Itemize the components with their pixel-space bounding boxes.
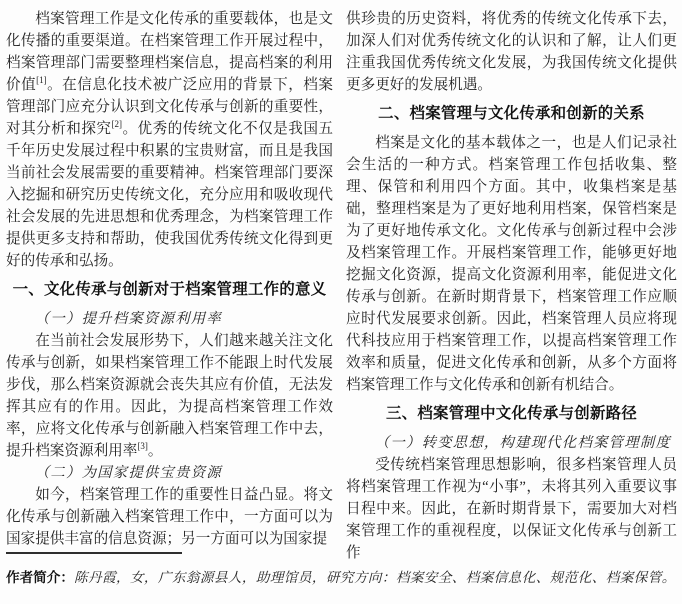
author-bio-value: 陈丹霞，女，广东翁源县人，助理馆员，研究方向：档案安全、档案信息化、规范化、档案保管。 [73,570,676,585]
subsection-heading-1-2: （二）为国家提供宝贵资源 [34,465,222,481]
left-column [6,8,333,564]
paragraph-text: 。在信息化技术被广泛应用的背景下，档案管理部门应充分认识到文化传承与创新的重要性，对其分析和探究 [6,77,333,137]
body-paragraph [6,330,333,462]
author-bio-text [6,569,677,587]
paragraph-text: 。 [147,443,163,459]
intro-paragraph [6,8,333,272]
body-paragraph: 档案是文化的基本载体之一，也是人们记录社会生活的一种方式。档案管理工作包括收集、整理、保管和利用四个方面。其中，收集档案是基础，整理档案是为了更好地利用档案，保管档案是为了更好地传承文化。文化传承与创新过程中会涉及档案管理工作。开展档案管理工作，能够更好地挖掘文化资源，提高文化资源利用率，能促进文化传承与创新。在新时期背景下，档案管理工作应顺应时代发展要求创新。因此，档案管理人员应将现代科技应用于档案管理工作，以提高档案管理工作效率和质量，促进文化传承和创新，从多个方面将档案管理工作与文化传承和创新有机结合。 [346,135,677,393]
paragraph-text: 在当前社会发展形势下，人们越来越关注文化传承与创新，如果档案管理工作不能跟上时代发展步伐，那么档案资源就会丧失其应有价值，无法发挥其应有的作用。因此，为提高档案管理工作效率，应将文化传承与创新融入档案管理工作中去，提升档案资源利用率 [6,333,333,459]
citation-ref-3: [3] [137,441,148,452]
author-bio-footnote [6,552,677,587]
footnote-separator-line [6,552,182,554]
author-bio-label: 作者简介： [6,570,74,585]
continued-paragraph: 供珍贵的历史资料，将优秀的传统文化传承下去，加深人们对优秀传统文化的认识和了解，让人们更注重我国优秀传统文化发展，为我国传统文化提供更多更好的发展机遇。 [346,11,677,93]
subsection-heading-3-1: （一）转变思想，构建现代化档案管理制度 [374,435,672,451]
paragraph-text: 。优秀的传统文化不仅是我国五千年历史发展过程中积累的宝贵财富，而且是我国当前社会发展需要的重要精神。档案管理部门要深入挖掘和研究历史传统文化，充分应用和吸收现代社会发展的先进思想和优秀理念，为档案管理工作提供更多支持和帮助，使我国优秀传统文化得到更好的传承和弘扬。 [6,121,333,269]
section-heading-3: 三、档案管理中文化传承与创新路径 [385,405,638,422]
citation-ref-2: [2] [111,119,122,130]
body-paragraph: 受传统档案管理思想影响，很多档案管理人员将档案管理工作视为“小事”，未将其列入重要议事日程中来。因此，在新时期背景下，需要加大对档案管理工作的重视程度，以保证文化传承与创新工作 [346,457,677,561]
citation-ref-1: [1] [36,75,47,86]
section-heading-2: 二、档案管理与文化传承和创新的关系 [378,105,645,122]
body-paragraph: 如今，档案管理工作的重要性日益凸显。将文化传承与创新融入档案管理工作中，一方面可以为国家提供丰富的信息资源；另一方面可以为国家提 [6,487,333,547]
subsection-heading-1-1: （一）提升档案资源利用率 [34,311,222,327]
two-column-text-block [6,8,677,564]
paragraph-text: 档案管理工作是文化传承的重要载体，也是文化传播的重要渠道。在档案管理工作开展过程中，档案管理部门需要整理档案信息，提高档案的利用价值 [6,11,333,93]
section-heading-1: 一、文化传承与创新对于档案管理工作的意义 [12,281,327,298]
right-column [346,8,677,564]
